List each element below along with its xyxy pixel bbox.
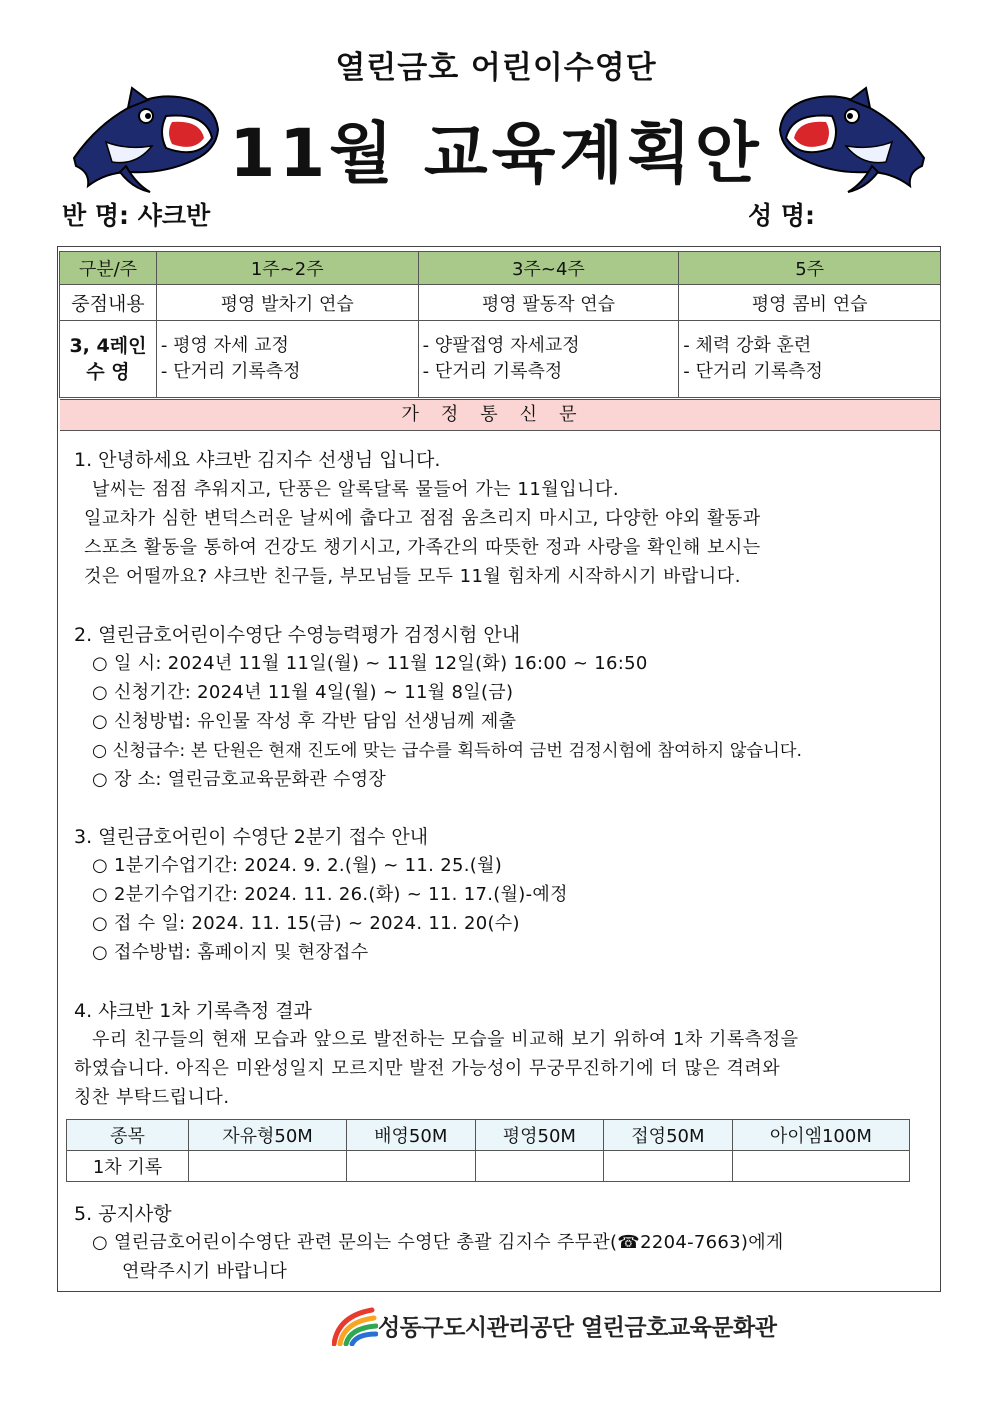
table-row — [67, 1151, 910, 1182]
record-cell — [346, 1151, 475, 1182]
list-item: - 단거리 기록측정 — [160, 361, 301, 382]
table-header-cell: 1주~2주 — [156, 252, 418, 285]
section-heading: 4. 샤크반 1차 기록측정 결과 — [74, 1000, 312, 1022]
row-label: 1차 기록 — [67, 1151, 189, 1182]
list-item: ○ 열린금호어린이수영단 관련 문의는 수영단 총괄 김지수 주무관(☎2204-7663)에게 — [92, 1232, 784, 1253]
record-table-header-row — [67, 1120, 910, 1151]
table-header-cell: 구분/주 — [60, 252, 157, 285]
footer-org-name: 성동구도시관리공단 열린금호교육문화관 — [378, 1315, 777, 1341]
list-item: ○ 장 소: 열린금호교육문화관 수영장 — [92, 769, 387, 790]
section-heading: 2. 열린금호어린이수영단 수영능력평가 검정시험 안내 — [74, 624, 521, 646]
table-header-cell: 아이엠100M — [732, 1120, 909, 1151]
plan-table — [59, 251, 941, 398]
row-label — [60, 321, 157, 398]
table-cell: 평영 팔동작 연습 — [418, 285, 679, 321]
record-cell — [189, 1151, 347, 1182]
table-cell: 평영 발차기 연습 — [156, 285, 418, 321]
rainbow-logo-icon — [332, 1306, 378, 1346]
section-heading: 3. 열린금호어린이 수영단 2분기 접수 안내 — [74, 826, 429, 848]
paragraph-line: 하였습니다. 아직은 미완성일지 모르지만 발전 가능성이 무궁무진하기에 더 많은 격려와 — [74, 1058, 781, 1079]
paragraph-line: 스포츠 활동을 통하여 건강도 챙기시고, 가족간의 따뜻한 정과 사랑을 확인해 보시는 — [84, 537, 761, 558]
org-title: 열린금호 어린이수영단 — [335, 50, 657, 86]
section-heading: 1. 안녕하세요 샤크반 김지수 선생님 입니다. — [74, 449, 441, 471]
paragraph-line: 우리 친구들의 현재 모습과 앞으로 발전하는 모습을 비교해 보기 위하여 1차 기록측정을 — [92, 1029, 799, 1050]
row-label-line: 수 영 — [86, 361, 130, 383]
paragraph-line: 일교차가 심한 변덕스러운 날씨에 춥다고 점점 움츠리지 마시고, 다양한 야외 활동과 — [84, 508, 761, 529]
list-item: ○ 신청방법: 유인물 작성 후 각반 담임 선생님께 제출 — [92, 711, 517, 732]
table-header-cell: 종목 — [67, 1120, 189, 1151]
record-cell — [475, 1151, 604, 1182]
paragraph-line: 것은 어떨까요? 샤크반 친구들, 부모님들 모두 11월 힘차게 시작하시기 바랍니다. — [84, 566, 741, 587]
section-heading: 5. 공지사항 — [74, 1203, 172, 1225]
paragraph-line: 칭찬 부탁드립니다. — [74, 1087, 230, 1108]
table-cell — [679, 321, 941, 398]
notice-title-bar: 가정통신문 — [60, 399, 940, 431]
table-header-cell: 3주~4주 — [418, 252, 679, 285]
shark-mascot-icon — [772, 86, 932, 196]
list-item: ○ 접 수 일: 2024. 11. 15(금) ~ 2024. 11. 20(수) — [92, 913, 520, 934]
list-item: - 체력 강화 훈련 — [683, 335, 812, 356]
list-item: ○ 신청급수: 본 단원은 현재 진도에 맞는 급수를 획득하여 금번 검정시험에 참여하지 않습니다. — [92, 741, 802, 761]
table-row — [60, 285, 941, 321]
list-item: ○ 2분기수업기간: 2024. 11. 26.(화) ~ 11. 17.(월)-예정 — [92, 884, 568, 905]
list-item: - 양팔접영 자세교정 — [422, 335, 580, 356]
list-item: ○ 1분기수업기간: 2024. 9. 2.(월) ~ 11. 25.(월) — [92, 855, 503, 876]
table-row — [60, 321, 941, 398]
table-cell: 평영 콤비 연습 — [679, 285, 941, 321]
page-title: 11월 교육계획안 — [229, 115, 763, 192]
list-item: - 평영 자세 교정 — [160, 335, 289, 356]
table-cell — [156, 321, 418, 398]
table-header-cell: 접영50M — [604, 1120, 733, 1151]
record-cell — [732, 1151, 909, 1182]
student-name-field: 성 명: — [748, 201, 816, 230]
list-item: ○ 접수방법: 홈페이지 및 현장접수 — [92, 942, 369, 963]
table-cell — [418, 321, 679, 398]
table-header-cell: 평영50M — [475, 1120, 604, 1151]
list-item: ○ 일 시: 2024년 11월 11일(월) ~ 11월 12일(화) 16:00 ~ 16:50 — [92, 653, 648, 674]
list-item: - 단거리 기록측정 — [422, 361, 563, 382]
record-table — [66, 1119, 910, 1182]
row-label: 중점내용 — [60, 285, 157, 321]
table-header-cell: 배영50M — [346, 1120, 475, 1151]
list-item: 연락주시기 바랍니다 — [122, 1261, 288, 1282]
list-item: - 단거리 기록측정 — [683, 361, 823, 382]
table-header-cell: 자유형50M — [189, 1120, 347, 1151]
list-item: ○ 신청기간: 2024년 11월 4일(월) ~ 11월 8일(금) — [92, 682, 514, 703]
class-name-field: 반 명: 샤크반 — [62, 201, 211, 230]
plan-table-header-row — [60, 252, 941, 285]
paragraph-line: 날씨는 점점 추워지고, 단풍은 알록달록 물들어 가는 11월입니다. — [92, 479, 620, 500]
shark-mascot-icon — [66, 86, 226, 196]
record-cell — [604, 1151, 733, 1182]
row-label-line: 3, 4레인 — [69, 335, 147, 357]
table-header-cell: 5주 — [679, 252, 941, 285]
